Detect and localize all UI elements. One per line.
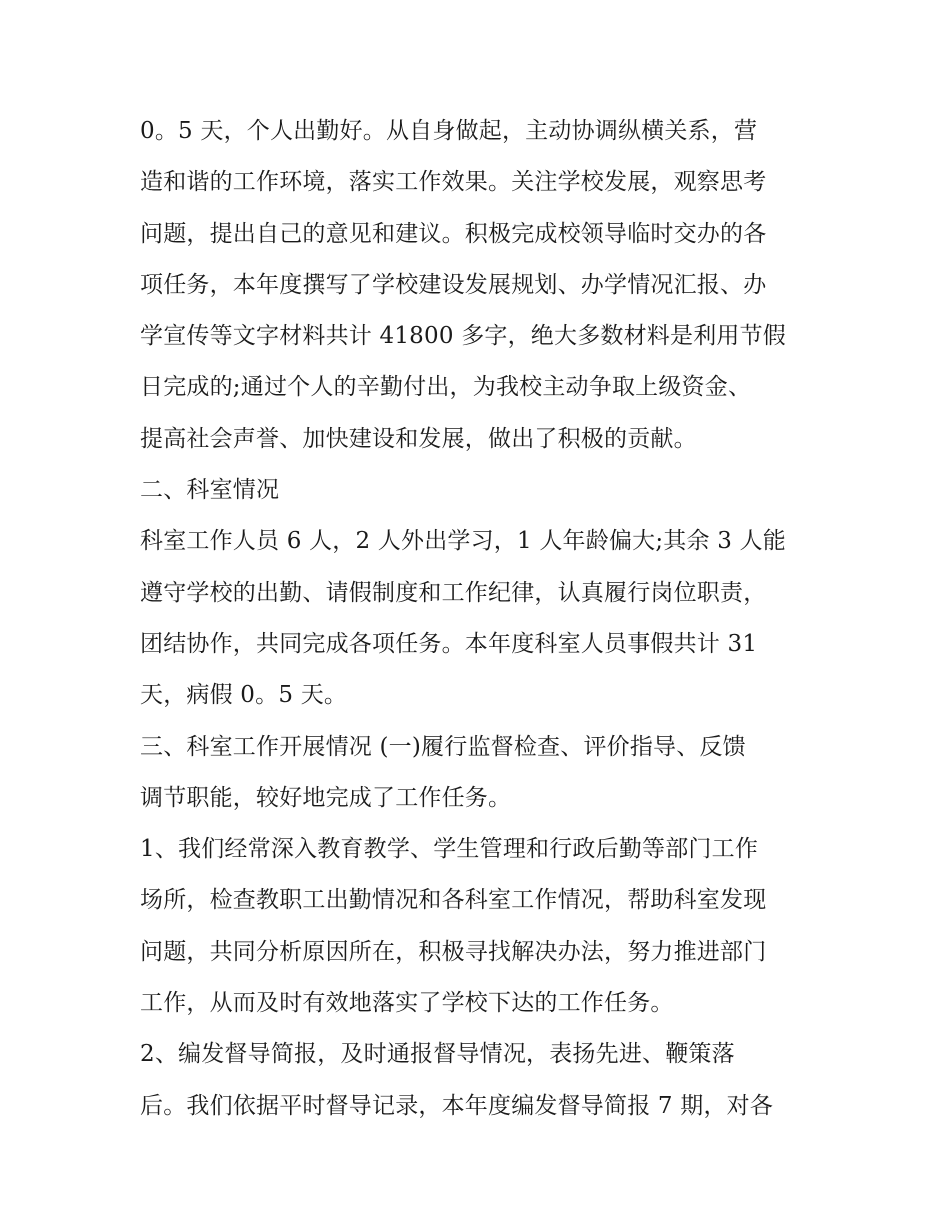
text-line: 项任务，本年度撰写了学校建设发展规划、办学情况汇报、办 [140,271,767,298]
text-line: 提高社会声誉、加快建设和发展，做出了积极的贡献。 [140,425,697,452]
text-line: 造和谐的工作环境，落实工作效果。关注学校发展，观察思考 [140,169,767,196]
text-line: 2、编发督导简报，及时通报督导情况，表扬先进、鞭策落 [140,1041,735,1068]
text-line: 1、我们经常深入教育教学、学生管理和行政后勤等部门工作 [140,836,759,863]
text-line: 场所，检查教职工出勤情况和各科室工作情况，帮助科室发现 [140,887,767,914]
text-line: 学宣传等文字材料共计 41800 多字，绝大多数材料是利用节假 [140,323,786,350]
document-body [140,106,820,1132]
text-line: 天，病假 0。5 天。 [140,682,348,709]
text-line: 团结协作，共同完成各项任务。本年度科室人员事假共计 31 [140,630,758,657]
text-line: 后。我们依据平时督导记录，本年度编发督导简报 7 期，对各 [140,1092,774,1119]
text-line: 0。5 天，个人出勤好。从自身做起，主动协调纵横关系，营 [140,118,758,144]
section-heading: 二、科室情况 [140,477,280,504]
text-line: 遵守学校的出勤、请假制度和工作纪律，认真履行岗位职责， [140,579,767,606]
text-line: 科室工作人员 6 人，2 人外出学习，1 人年龄偏大;其余 3 人能 [140,528,786,555]
text-line: 调节职能，较好地完成了工作任务。 [140,784,512,811]
text-line: 问题，提出自己的意见和建议。积极完成校领导临时交办的各 [140,220,767,247]
section-heading: 三、科室工作开展情况 (一)履行监督检查、评价指导、反馈 [140,733,746,760]
text-line: 日完成的;通过个人的辛勤付出，为我校主动争取上级资金、 [140,374,752,401]
text-line: 问题，共同分析原因所在，积极寻找解决办法，努力推进部门 [140,938,767,965]
text-line: 工作，从而及时有效地落实了学校下达的工作任务。 [140,990,674,1017]
